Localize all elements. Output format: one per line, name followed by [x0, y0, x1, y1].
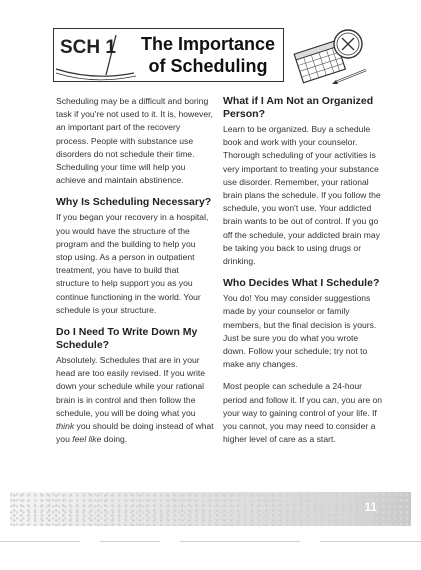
heading-who-decides: Who Decides What I Schedule? [223, 277, 380, 290]
who-decides-paragraph: You do! You may consider suggestions made by your counselor or family members, but the final decision is yours. Just be sure you do what you wrote down. Follow your schedule; try not to make any changes. [223, 293, 377, 370]
intro-paragraph: Scheduling may be a difficult and boring task if you're not used to it. It is, however, an important part of the recovery process. People with substance use disorders do not schedule their time. Scheduling your time will help you achieve and maintain abstinence. [56, 96, 213, 186]
emphasis-feel-like: feel like [72, 434, 102, 445]
footer-divider [320, 541, 421, 542]
heading-why-scheduling: Why Is Scheduling Necessary? [56, 196, 212, 209]
why-scheduling-paragraph: If you began your recovery in a hospital, you would have the structure of the program and the building to help you stop using. As a person in outpatient treatment, you have to build that structure to help support you as you continue functioning in the world. Your schedule is your structure. [56, 212, 209, 315]
right-column [223, 95, 383, 455]
write-down-paragraph [56, 354, 214, 446]
text-run: Absolutely. Schedules that are in your head are too easily revised. If you write down your schedule while your rational brain is in control and then follow the schedule, you will be doing what you [56, 355, 206, 418]
text-run: doing. [101, 434, 128, 445]
heading-not-organized: What if I Am Not an Organized Person? [223, 95, 374, 120]
footer-band [10, 492, 411, 526]
emphasis-think: think [56, 421, 75, 432]
left-column [56, 95, 214, 455]
page-title: The Importance of Scheduling [140, 34, 276, 76]
text-run: you should be doing instead of what you [56, 421, 214, 445]
level-of-care-paragraph: Most people can schedule a 24-hour period and follow it. If you can, you are on your way to gaining control of your life. If you cannot, you may need to consider a higher level of care as a start. [223, 381, 383, 445]
header-box [53, 28, 284, 82]
section-code: SCH 1 [60, 37, 116, 58]
footer-divider [100, 541, 160, 542]
calendar-clock-icon [292, 28, 372, 86]
footer-divider [0, 541, 80, 542]
heading-write-down: Do I Need To Write Down My Schedule? [56, 326, 198, 352]
page-number: 11 [364, 500, 377, 514]
footer-divider [180, 541, 300, 542]
not-organized-paragraph: Learn to be organized. Buy a schedule book and work with your counselor. Thorough scheduling of your activities is very important to treating your substance use disorder. Remember, your rational brain plans the schedule. If you follow the schedule, you won't use. Your addicted brain wants to be out of control. If you go off the schedule, your addicted brain may be taking you back to using drugs or drinking. [223, 124, 381, 267]
